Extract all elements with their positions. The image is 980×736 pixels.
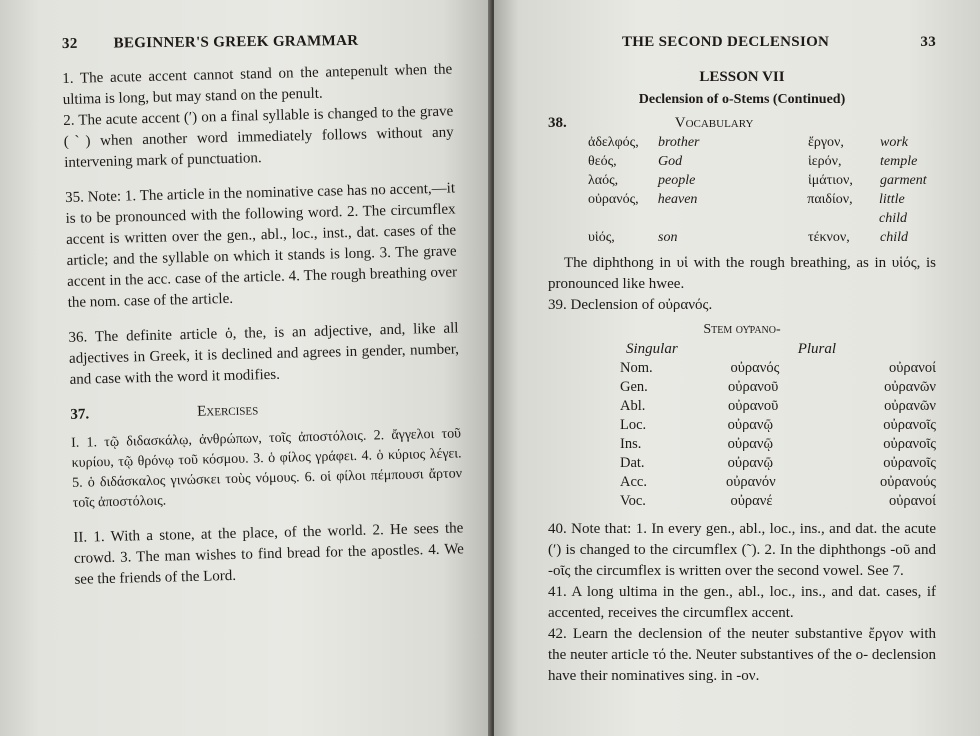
- vocab-greek: θεός,: [588, 154, 617, 169]
- section-42: 42. Learn the declension of the neuter substantive ἔργον with the neuter article τό the. Neuter substantives of the o- declension have their nominatives sing. in -ον.: [548, 626, 936, 684]
- plural-form: οὐρανοί: [889, 493, 936, 509]
- vocab-english: God: [658, 154, 683, 169]
- singular-form: οὐρανῷ: [727, 436, 774, 452]
- section-35: 35. Note: 1. The article in the nominative case has no accent,—it is to be pronounced with the following word. 2. The circumflex accent is written over the gen., abl., loc., inst., dat. cases of the article; and the syllable on which it stands is long. 3. The grave accent in the acc. case of the article. 4. The rough breathing over the nom. case of the article.: [64, 180, 458, 311]
- diphthong-note: The diphthong in υἱ with the rough breathing, as in υἱός, is pronounced like hwee.: [548, 255, 936, 292]
- singular-label: Singular: [626, 341, 678, 357]
- plural-label: Plural: [797, 341, 837, 357]
- vocab-english: child: [880, 230, 908, 245]
- vocab-english: people: [658, 173, 696, 188]
- singular-form: οὐρανόν: [726, 474, 776, 490]
- case-name: Gen.: [620, 379, 648, 395]
- case-name: Loc.: [620, 417, 647, 433]
- declension-row: [548, 435, 936, 454]
- section-39: 39. Declension of οὐρανός.: [548, 297, 713, 313]
- vocab-row: [588, 152, 936, 171]
- number-labels: [548, 339, 936, 359]
- singular-form: οὐρανός: [730, 360, 780, 376]
- case-name: Nom.: [620, 360, 653, 376]
- exercise-1-greek: I. 1. τῷ διδασκάλῳ, ἀνθρώπων, τοῖς ἀποστόλοις. 2. ἄγγελοι τοῦ κυρίου, τῷ θρόνῳ τοῦ κόσμου. 3. ὁ φίλος γράφει. 4. ὁ κύριος λέγει. 5. ὁ διδάσκαλος γινώσκει τοὺς νόμους. 6. οἱ φίλοι πέμπουσι ἄρτον τοῖς ἀποστόλοις.: [70, 426, 463, 511]
- section-40: 40. Note that: 1. In every gen., abl., loc., ins., and dat. the acute (ʹ) is changed to the circumflex (˜). 2. In the diphthongs -οῦ and -οῖς the circumflex is written over the second vowel. See 7.: [548, 521, 936, 579]
- vocab-greek: υἱός,: [588, 230, 615, 245]
- right-page: [494, 0, 980, 736]
- right-running-head: [548, 34, 936, 51]
- vocab-english: son: [658, 230, 678, 245]
- vocab-greek: παιδίον,: [807, 192, 853, 207]
- vocab-english: little child: [879, 192, 908, 226]
- singular-form: οὐρανῷ: [727, 455, 774, 471]
- vocab-row: [588, 171, 936, 190]
- exercise-2-english: II. 1. With a stone, at the place, of the world. 2. He sees the crowd. 3. The man wishes to find bread for the apostles. 4. We see the friends of the Lord.: [73, 520, 465, 588]
- declension-row: [548, 416, 936, 435]
- left-running-title: BEGINNER'S GREEK GRAMMAR: [113, 32, 359, 52]
- section-38-number: 38.: [548, 115, 567, 131]
- vocab-english: work: [880, 135, 908, 150]
- plural-form: οὐρανοῖς: [883, 455, 936, 471]
- plural-form: οὐρανῶν: [884, 398, 936, 414]
- declension-table: [548, 359, 936, 511]
- vocab-row: [588, 133, 936, 152]
- right-page-number: 33: [920, 34, 936, 50]
- singular-form: οὐρανῷ: [727, 417, 774, 433]
- vocab-english: garment: [880, 173, 927, 188]
- declension-row: [548, 473, 936, 492]
- section-36: 36. The definite article ὁ, the, is an adjective, and, like all adjectives in Greek, it is declined and agrees in gender, number, and case with the word it modifies.: [68, 320, 460, 388]
- vocab-list: [548, 133, 936, 247]
- rule-1: 1. The acute accent cannot stand on the antepenult when the ultima is long, but may stand on the penult.: [62, 61, 453, 108]
- exercises-heading: Exercises: [196, 402, 259, 420]
- plural-form: οὐρανοί: [889, 360, 936, 376]
- declension-row: [548, 454, 936, 473]
- vocab-greek: ἔργον,: [808, 135, 844, 150]
- left-running-head: [62, 32, 452, 53]
- vocab-row: [588, 190, 936, 228]
- vocab-english: heaven: [657, 192, 698, 207]
- vocab-greek: λαός,: [588, 173, 619, 188]
- vocab-greek: ἱερόν,: [808, 154, 842, 169]
- declension-row: [548, 378, 936, 397]
- singular-form: οὐρανέ: [730, 493, 773, 509]
- vocab-heading: Vocabulary: [674, 115, 754, 131]
- vocab-greek: ἱμάτιον,: [808, 173, 853, 188]
- singular-form: οὐρανοῦ: [728, 398, 779, 414]
- vocab-english: brother: [658, 135, 700, 150]
- declension-row: [548, 492, 936, 511]
- case-name: Dat.: [620, 455, 645, 471]
- plural-form: οὐρανούς: [880, 474, 936, 490]
- vocab-greek: τέκνον,: [808, 230, 850, 245]
- lesson-title: LESSON VII: [699, 69, 785, 85]
- case-name: Acc.: [620, 474, 647, 490]
- section-37-number: 37.: [70, 406, 90, 423]
- plural-form: οὐρανοῖς: [883, 436, 936, 452]
- vocab-greek: οὐρανός,: [588, 192, 639, 207]
- right-running-title: THE SECOND DECLENSION: [622, 34, 830, 50]
- case-name: Ins.: [620, 436, 642, 452]
- section-41: 41. A long ultima in the gen., abl., loc., ins., and dat. cases, if accented, receives the circumflex accent.: [548, 584, 936, 621]
- declension-row: [548, 397, 936, 416]
- plural-form: οὐρανοῖς: [883, 417, 936, 433]
- left-page-number: 32: [61, 35, 78, 53]
- vocab-greek: ἀδελφός,: [588, 135, 639, 150]
- singular-form: οὐρανοῦ: [728, 379, 779, 395]
- case-name: Abl.: [620, 398, 646, 414]
- vocab-row: [588, 228, 936, 247]
- rule-2: 2. The acute accent (ʹ) on a final syllable is changed to the grave (ˋ) when another word immediately follows without any intervening mark of punctuation.: [63, 103, 454, 171]
- case-name: Voc.: [620, 493, 646, 509]
- vocab-header: [548, 114, 936, 133]
- vocab-english: temple: [880, 154, 918, 169]
- plural-form: οὐρανῶν: [884, 379, 936, 395]
- stem-label: Stem οὐρανο-: [703, 322, 781, 337]
- lesson-subtitle: Declension of o-Stems (Continued): [638, 92, 846, 107]
- left-page-body: [62, 59, 465, 590]
- declension-row: [548, 359, 936, 378]
